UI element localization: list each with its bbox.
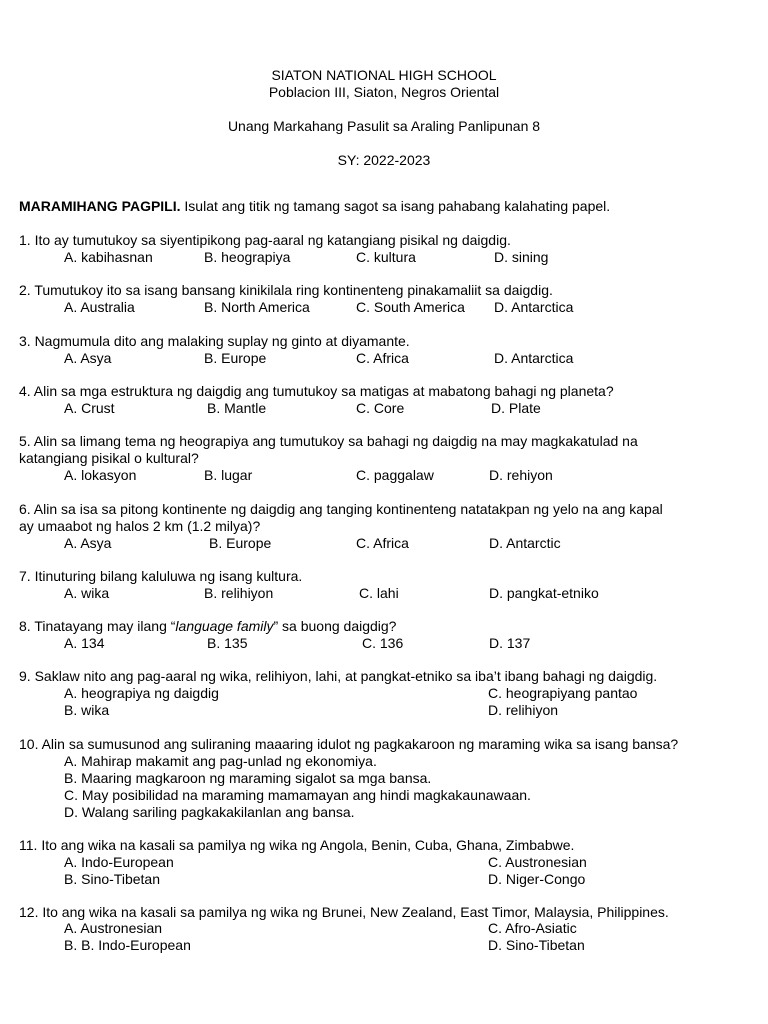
instructions-text: Isulat ang titik ng tamang sagot sa isang pahabang kalahating papel. <box>180 198 611 214</box>
q9-choice-c: C. heograpiyang pantao <box>488 685 638 701</box>
question-2-text: 2. Tumutukoy ito sa isang bansang kinikilala ring kontinenteng pinakamaliit sa daigdig. <box>19 282 553 298</box>
question-5-text-line2: katangiang pisikal o kultural? <box>19 450 199 466</box>
question-6-text-line2: ay umaabot ng halos 2 km (1.2 milya)? <box>19 518 261 534</box>
q3-choice-b: B. Europe <box>204 350 267 366</box>
q11-choice-b: B. Sino-Tibetan <box>64 871 160 887</box>
q5-choice-b: B. lugar <box>204 467 253 483</box>
question-8-text-emphasis: language family <box>175 618 274 634</box>
q10-choice-c: C. May posibilidad na maraming mamamayan ang hindi magkakaunawaan. <box>64 787 531 803</box>
q3-choice-d: D. Antarctica <box>494 350 574 366</box>
q6-choice-d: D. Antarctic <box>489 535 561 551</box>
school-year: SY: 2022-2023 <box>337 152 431 168</box>
q9-choice-a: A. heograpiya ng daigdig <box>64 685 219 701</box>
q2-choice-a: A. Australia <box>64 299 135 315</box>
question-9-text: 9. Saklaw nito ang pag-aaral ng wika, relihiyon, lahi, at pangkat-etniko sa iba’t ibang bahagi ng daigdig. <box>19 668 658 684</box>
q11-choice-a: A. Indo-European <box>64 854 174 870</box>
exam-title: Unang Markahang Pasulit sa Araling Panlipunan 8 <box>227 118 541 134</box>
q6-choice-a: A. Asya <box>64 535 112 551</box>
question-1-text: 1. Ito ay tumutukoy sa siyentipikong pag-aaral ng katangiang pisikal ng daigdig. <box>19 232 511 248</box>
q12-choice-b: B. B. Indo-European <box>64 937 191 953</box>
question-12-text: 12. Ito ang wika na kasali sa pamilya ng wika ng Brunei, New Zealand, East Timor, Malaysia, Philippines. <box>19 904 669 920</box>
q7-choice-c: C. lahi <box>359 585 399 601</box>
q9-choice-b: B. wika <box>64 702 110 718</box>
school-address: Poblacion III, Siaton, Negros Oriental <box>268 84 500 100</box>
q8-choice-c: C. 136 <box>362 635 404 651</box>
q1-choice-c: C. kultura <box>356 249 416 265</box>
question-4-text: 4. Alin sa mga estruktura ng daigdig ang tumutukoy sa matigas at mabatong bahagi ng planeta? <box>19 383 614 399</box>
q5-choice-c: C. paggalaw <box>356 467 434 483</box>
q3-choice-c: C. Africa <box>356 350 409 366</box>
question-5-text-line1: 5. Alin sa limang tema ng heograpiya ang tumutukoy sa bahagi ng daigdig na may magkakatulad na <box>19 433 638 449</box>
q4-choice-c: C. Core <box>356 400 405 416</box>
q1-choice-b: B. heograpiya <box>204 249 291 265</box>
question-6-text-line1: 6. Alin sa isa sa pitong kontinente ng daigdig ang tanging kontinenteng natatakpan ng yelo na ang kapal <box>19 501 663 517</box>
question-8-text-post: ” sa buong daigdig? <box>273 618 397 634</box>
q12-choice-c: C. Afro-Asiatic <box>488 920 577 936</box>
q3-choice-a: A. Asya <box>64 350 112 366</box>
q4-choice-d: D. Plate <box>491 400 541 416</box>
q8-choice-d: D. 137 <box>489 635 531 651</box>
instructions <box>19 198 610 215</box>
q4-choice-b: B. Mantle <box>207 400 267 416</box>
q6-choice-c: C. Africa <box>356 535 409 551</box>
q2-choice-d: D. Antarctica <box>494 299 574 315</box>
q5-choice-a: A. lokasyon <box>64 467 137 483</box>
q1-choice-d: D. sining <box>494 249 549 265</box>
question-8-text <box>19 618 396 635</box>
q7-choice-b: B. relihiyon <box>204 585 274 601</box>
instructions-label: MARAMIHANG PAGPILI. <box>19 198 181 214</box>
question-11-text: 11. Ito ang wika na kasali sa pamilya ng wika ng Angola, Benin, Cuba, Ghana, Zimbabwe. <box>19 837 575 853</box>
q2-choice-c: C. South America <box>356 299 465 315</box>
q9-choice-d: D. relihiyon <box>488 702 559 718</box>
q11-choice-d: D. Niger-Congo <box>488 871 586 887</box>
q5-choice-d: D. rehiyon <box>489 467 553 483</box>
q12-choice-a: A. Austronesian <box>64 920 163 936</box>
q1-choice-a: A. kabihasnan <box>64 249 153 265</box>
question-3-text: 3. Nagmumula dito ang malaking suplay ng ginto at diyamante. <box>19 333 410 349</box>
question-10-text: 10. Alin sa sumusunod ang suliraning maaaring idulot ng pagkakaroon ng maraming wika sa isang bansa? <box>19 736 679 752</box>
school-name: SIATON NATIONAL HIGH SCHOOL <box>271 67 497 83</box>
question-8-text-pre: 8. Tinatayang may ilang “ <box>19 618 176 634</box>
q8-choice-a: A. 134 <box>64 635 105 651</box>
q4-choice-a: A. Crust <box>64 400 115 416</box>
q11-choice-c: C. Austronesian <box>488 854 587 870</box>
q7-choice-d: D. pangkat-etniko <box>489 585 599 601</box>
q10-choice-b: B. Maaring magkaroon ng maraming sigalot sa mga bansa. <box>64 770 432 786</box>
q8-choice-b: B. 135 <box>207 635 248 651</box>
q10-choice-d: D. Walang sariling pagkakakilanlan ang bansa. <box>64 804 355 820</box>
q6-choice-b: B. Europe <box>209 535 272 551</box>
question-7-text: 7. Itinuturing bilang kaluluwa ng isang kultura. <box>19 568 303 584</box>
q7-choice-a: A. wika <box>64 585 110 601</box>
q12-choice-d: D. Sino-Tibetan <box>488 937 585 953</box>
q10-choice-a: A. Mahirap makamit ang pag-unlad ng ekonomiya. <box>64 753 377 769</box>
q2-choice-b: B. North America <box>204 299 310 315</box>
